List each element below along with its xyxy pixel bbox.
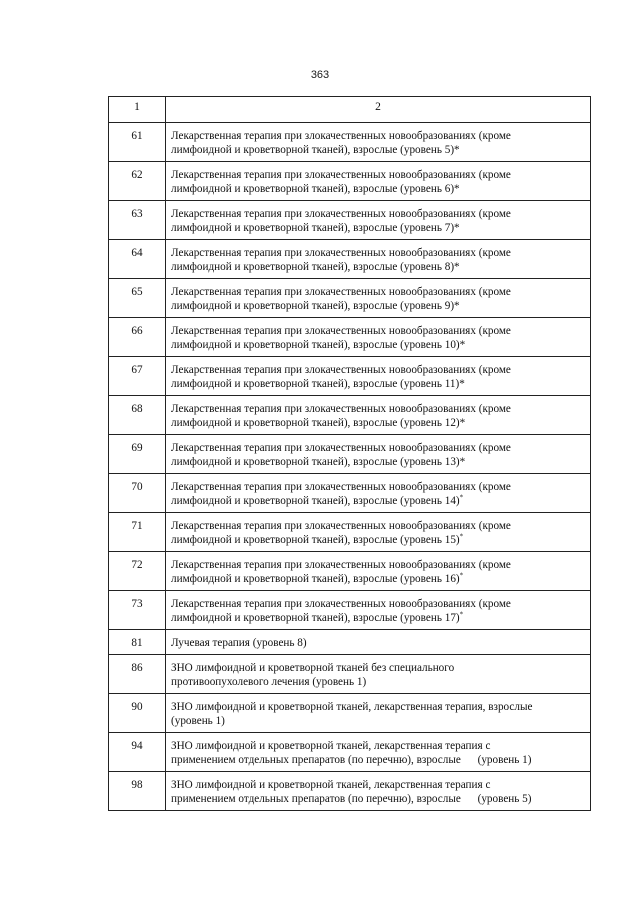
table-row	[109, 435, 591, 474]
description-line-1: Лекарственная терапия при злокачественных новообразованиях (кроме	[171, 559, 511, 571]
footnote-marker: *	[459, 610, 464, 619]
row-description	[166, 318, 591, 357]
row-number: 86	[109, 655, 166, 694]
description-line-1: Лекарственная терапия при злокачественных новообразованиях (кроме	[171, 247, 511, 259]
description-line-2-text: лимфоидной и кроветворной тканей), взрослые (уровень 16)	[171, 573, 460, 585]
row-number: 66	[109, 318, 166, 357]
row-number: 68	[109, 396, 166, 435]
row-description	[166, 630, 591, 655]
description-line-2	[171, 611, 586, 625]
row-number: 63	[109, 201, 166, 240]
description-line-1: Лекарственная терапия при злокачественных новообразованиях (кроме	[171, 364, 511, 376]
description-line-2-text: применением отдельных препаратов (по перечню), взрослые (уровень 1)	[171, 754, 532, 766]
footnote-marker: *	[459, 493, 464, 502]
row-number: 69	[109, 435, 166, 474]
description-line-1: Лучевая терапия (уровень 8)	[171, 637, 307, 649]
table-row	[109, 357, 591, 396]
description-line-2-text: лимфоидной и кроветворной тканей), взрослые (уровень 6)*	[171, 183, 460, 195]
description-line-2	[171, 143, 586, 157]
description-line-1: ЗНО лимфоидной и кроветворной тканей, лекарственная терапия, взрослые	[171, 701, 533, 713]
table-body	[109, 123, 591, 811]
row-number: 65	[109, 279, 166, 318]
row-number: 98	[109, 772, 166, 811]
row-number: 61	[109, 123, 166, 162]
description-line-2-text: лимфоидной и кроветворной тканей), взрослые (уровень 12)*	[171, 417, 466, 429]
page-number: 363	[310, 69, 330, 81]
description-line-2	[171, 494, 586, 508]
description-line-1: Лекарственная терапия при злокачественных новообразованиях (кроме	[171, 442, 511, 454]
description-line-2-text: лимфоидной и кроветворной тканей), взрослые (уровень 8)*	[171, 261, 460, 273]
description-line-1: Лекарственная терапия при злокачественных новообразованиях (кроме	[171, 286, 511, 298]
row-description	[166, 655, 591, 694]
description-line-1: Лекарственная терапия при злокачественных новообразованиях (кроме	[171, 325, 511, 337]
description-line-2-text: лимфоидной и кроветворной тканей), взрослые (уровень 14)	[171, 495, 460, 507]
table-row	[109, 396, 591, 435]
description-line-2	[171, 572, 586, 586]
description-line-2	[171, 182, 586, 196]
table-row	[109, 694, 591, 733]
column-header-name: 2	[166, 97, 591, 123]
description-line-2	[171, 299, 586, 313]
row-number: 67	[109, 357, 166, 396]
description-line-1: Лекарственная терапия при злокачественных новообразованиях (кроме	[171, 130, 511, 142]
table-row	[109, 591, 591, 630]
description-line-2-text: лимфоидной и кроветворной тканей), взрослые (уровень 5)*	[171, 144, 460, 156]
row-number: 64	[109, 240, 166, 279]
description-line-1: Лекарственная терапия при злокачественных новообразованиях (кроме	[171, 520, 511, 532]
row-description	[166, 162, 591, 201]
description-line-2	[171, 675, 586, 689]
row-number: 90	[109, 694, 166, 733]
table-row	[109, 123, 591, 162]
description-line-2	[171, 338, 586, 352]
description-line-2	[171, 221, 586, 235]
description-line-2-text: лимфоидной и кроветворной тканей), взрослые (уровень 13)*	[171, 456, 466, 468]
description-line-1: ЗНО лимфоидной и кроветворной тканей, лекарственная терапия с	[171, 779, 491, 791]
footnote-marker: *	[459, 571, 464, 580]
row-number: 70	[109, 474, 166, 513]
description-line-2	[171, 753, 586, 767]
row-number: 71	[109, 513, 166, 552]
row-description	[166, 552, 591, 591]
table-row	[109, 318, 591, 357]
description-line-2	[171, 455, 586, 469]
description-line-2	[171, 792, 586, 806]
description-line-1: Лекарственная терапия при злокачественных новообразованиях (кроме	[171, 403, 511, 415]
row-number: 81	[109, 630, 166, 655]
row-number: 72	[109, 552, 166, 591]
footnote-marker: *	[459, 532, 464, 541]
description-line-2-text: лимфоидной и кроветворной тканей), взрослые (уровень 15)	[171, 534, 460, 546]
row-description	[166, 201, 591, 240]
table-row	[109, 733, 591, 772]
description-line-2-text: лимфоидной и кроветворной тканей), взрослые (уровень 9)*	[171, 300, 460, 312]
procedures-table	[108, 96, 591, 811]
row-description	[166, 772, 591, 811]
table-row	[109, 655, 591, 694]
description-line-2-text: лимфоидной и кроветворной тканей), взрослые (уровень 17)	[171, 612, 460, 624]
description-line-2	[171, 533, 586, 547]
table-row	[109, 552, 591, 591]
row-description	[166, 240, 591, 279]
column-header-number: 1	[109, 97, 166, 123]
description-line-1: Лекарственная терапия при злокачественных новообразованиях (кроме	[171, 169, 511, 181]
row-description	[166, 279, 591, 318]
description-line-1: Лекарственная терапия при злокачественных новообразованиях (кроме	[171, 481, 511, 493]
description-line-2	[171, 377, 586, 391]
row-number: 94	[109, 733, 166, 772]
table-row	[109, 474, 591, 513]
table-row	[109, 279, 591, 318]
table-header-row	[109, 97, 591, 123]
row-description	[166, 474, 591, 513]
description-line-2-text: лимфоидной и кроветворной тканей), взрослые (уровень 10)*	[171, 339, 466, 351]
description-line-2	[171, 714, 586, 728]
description-line-1: Лекарственная терапия при злокачественных новообразованиях (кроме	[171, 598, 511, 610]
description-line-2	[171, 416, 586, 430]
description-line-2	[171, 260, 586, 274]
row-description	[166, 435, 591, 474]
description-line-2-text: лимфоидной и кроветворной тканей), взрослые (уровень 7)*	[171, 222, 460, 234]
table-row	[109, 240, 591, 279]
table-row	[109, 201, 591, 240]
row-description	[166, 513, 591, 552]
description-line-1: ЗНО лимфоидной и кроветворной тканей без специального	[171, 662, 455, 674]
description-line-1: ЗНО лимфоидной и кроветворной тканей, лекарственная терапия с	[171, 740, 491, 752]
table-row	[109, 162, 591, 201]
description-line-2-text: лимфоидной и кроветворной тканей), взрослые (уровень 11)*	[171, 378, 465, 390]
row-description	[166, 694, 591, 733]
table-row	[109, 513, 591, 552]
row-description	[166, 123, 591, 162]
row-number: 62	[109, 162, 166, 201]
row-description	[166, 591, 591, 630]
table-row	[109, 772, 591, 811]
row-number: 73	[109, 591, 166, 630]
row-description	[166, 357, 591, 396]
description-line-1: Лекарственная терапия при злокачественных новообразованиях (кроме	[171, 208, 511, 220]
description-line-2-text: применением отдельных препаратов (по перечню), взрослые (уровень 5)	[171, 793, 532, 805]
table-row	[109, 630, 591, 655]
description-line-2-text: (уровень 1)	[171, 715, 225, 727]
description-line-2-text: противоопухолевого лечения (уровень 1)	[171, 676, 367, 688]
row-description	[166, 396, 591, 435]
row-description	[166, 733, 591, 772]
